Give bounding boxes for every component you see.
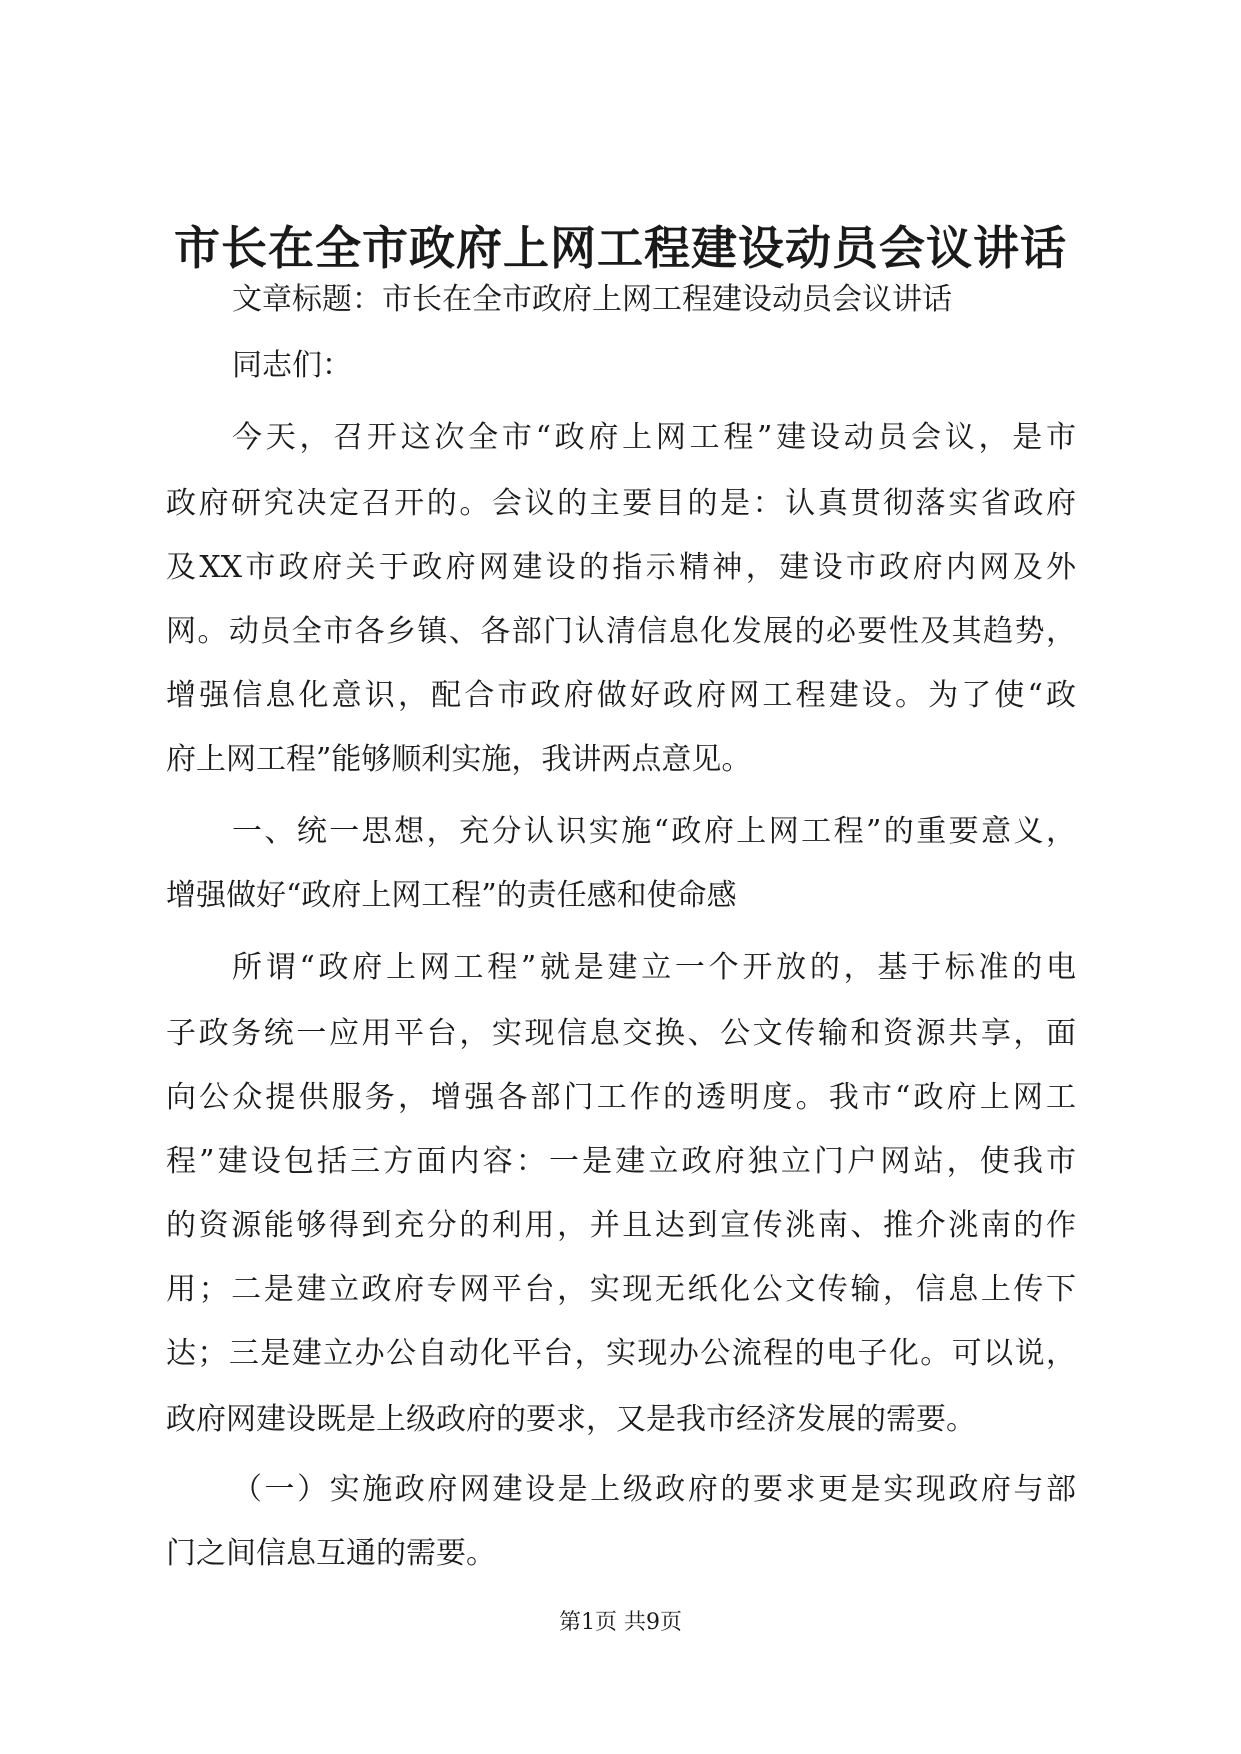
body-line: 今天，召开这次全市“政府上网工程”建设动员会议，是市 — [232, 420, 1076, 455]
subsection-heading-line: 门之间信息互通的需要。 — [166, 1536, 496, 1571]
body-line: 的资源能够得到充分的利用，并且达到宣传洮南、推介洮南的作 — [166, 1208, 1076, 1243]
body-line: 网。动员全市各乡镇、各部门认清信息化发展的必要性及其趋势， — [166, 614, 1076, 649]
salutation: 同志们： — [232, 348, 352, 383]
section-heading-line: 增强做好“政府上网工程”的责任感和使命感 — [166, 878, 737, 913]
body-line: 子政务统一应用平台，实现信息交换、公文传输和资源共享，面 — [166, 1016, 1076, 1051]
body-line: 政府研究决定召开的。会议的主要目的是：认真贯彻落实省政府 — [166, 486, 1076, 521]
section-heading-line: 一、统一思想，充分认识实施“政府上网工程”的重要意义， — [232, 814, 1076, 849]
body-line: 增强信息化意识，配合市政府做好政府网工程建设。为了使“政 — [166, 678, 1076, 713]
page-indicator: 第1页 共9页 — [559, 1610, 682, 1635]
body-line: 及XX市政府关于政府网建设的指示精神，建设市政府内网及外 — [166, 550, 1076, 585]
body-line: 程”建设包括三方面内容：一是建立政府独立门户网站，使我市 — [166, 1144, 1076, 1179]
article-title-line: 文章标题：市长在全市政府上网工程建设动员会议讲话 — [232, 282, 952, 317]
body-line: 达；三是建立办公自动化平台，实现办公流程的电子化。可以说， — [166, 1336, 1076, 1371]
body-line: 所谓“政府上网工程”就是建立一个开放的，基于标准的电 — [232, 950, 1076, 985]
body-line: 政府网建设既是上级政府的要求，又是我市经济发展的需要。 — [166, 1402, 976, 1437]
body-line: 府上网工程”能够顺利实施，我讲两点意见。 — [166, 742, 752, 777]
subsection-heading-line: （一）实施政府网建设是上级政府的要求更是实现政府与部 — [232, 1472, 1076, 1507]
document-title: 市长在全市政府上网工程建设动员会议讲话 — [174, 221, 1067, 275]
body-line: 向公众提供服务，增强各部门工作的透明度。我市“政府上网工 — [166, 1080, 1076, 1115]
body-line: 用；二是建立政府专网平台，实现无纸化公文传输，信息上传下 — [166, 1272, 1076, 1307]
